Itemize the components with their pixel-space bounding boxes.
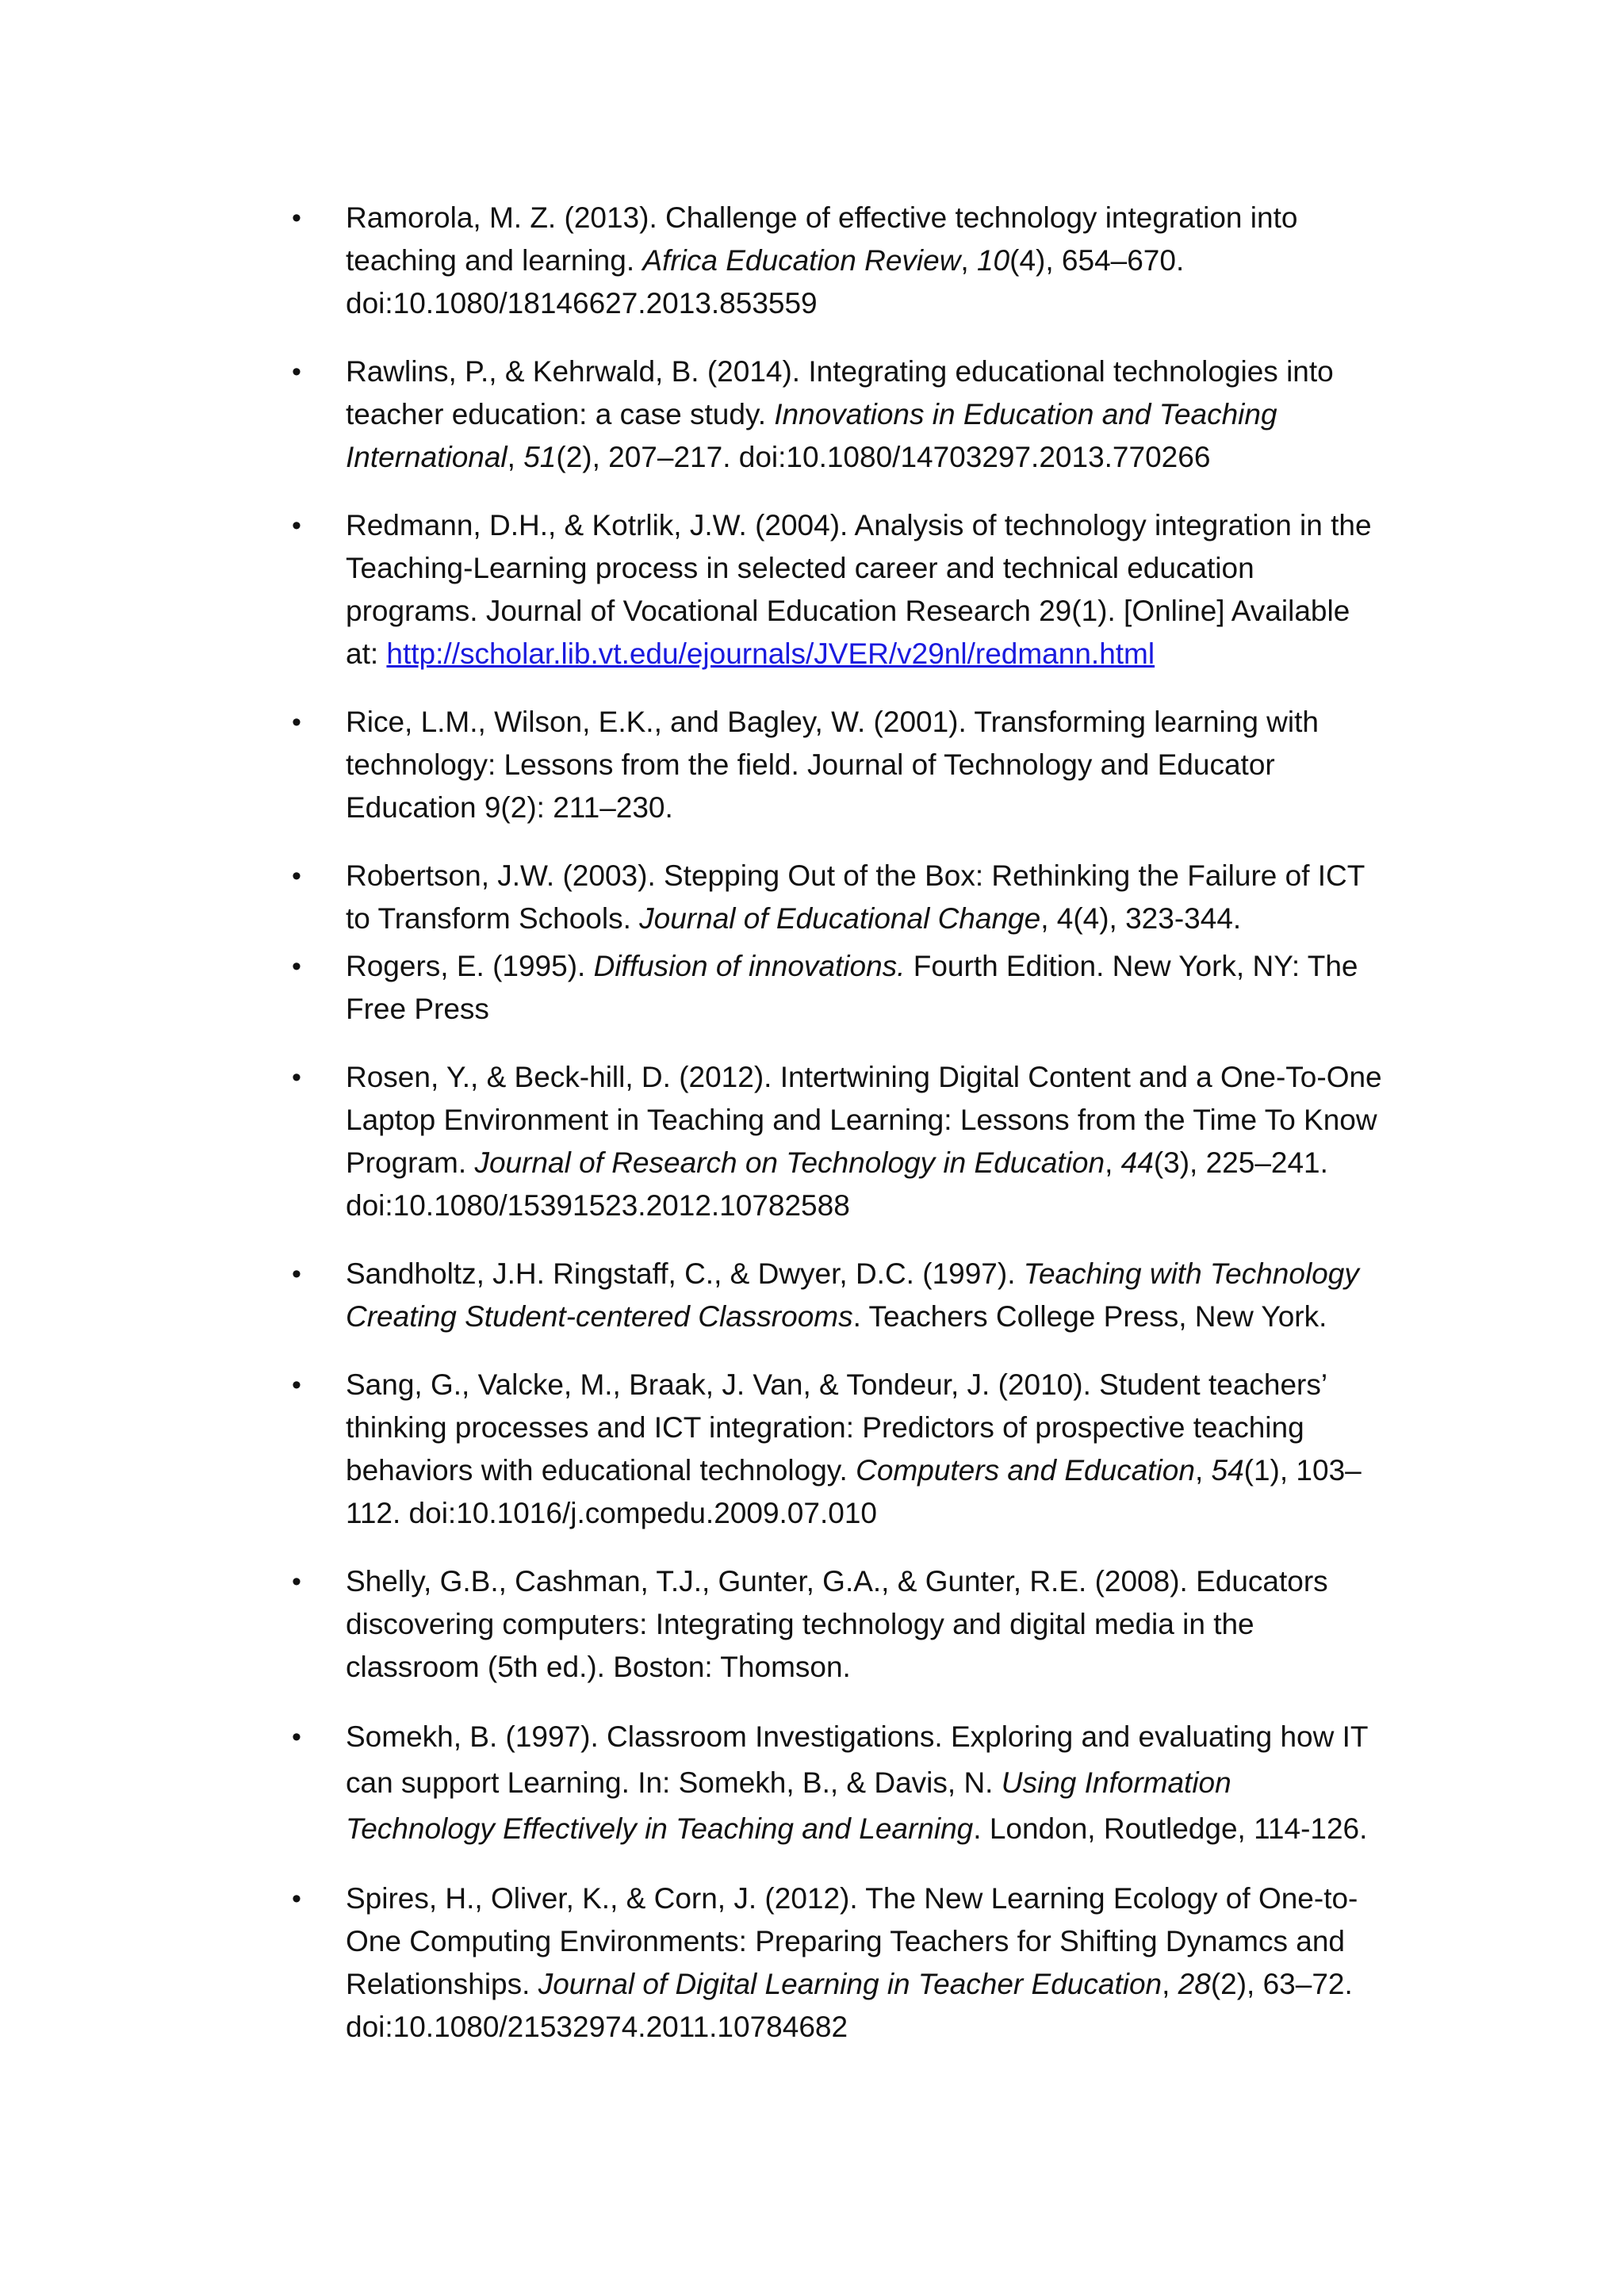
reference-text bbox=[346, 950, 1358, 1025]
reference-text bbox=[346, 706, 1319, 824]
reference-item bbox=[292, 1056, 1386, 1227]
bullet-icon: • bbox=[292, 951, 301, 982]
reference-text-segment: , bbox=[507, 441, 524, 473]
reference-text-segment: . Teachers College Press, New York. bbox=[852, 1300, 1327, 1333]
reference-text-segment: Rogers, E. (1995). bbox=[346, 950, 594, 982]
reference-text-segment: , bbox=[1105, 1146, 1121, 1179]
reference-text-segment: Fourth Edition. New York, NY: The Free Press bbox=[346, 950, 1358, 1025]
reference-italic-text: Teaching with Technology Creating Student-centered Classrooms bbox=[346, 1257, 1359, 1333]
reference-text-segment: , bbox=[1162, 1968, 1178, 2000]
bullet-icon: • bbox=[292, 203, 301, 233]
reference-item bbox=[292, 350, 1386, 479]
reference-item bbox=[292, 1714, 1386, 1852]
reference-text-segment: (3), 225–241. doi:10.1080/15391523.2012.10782588 bbox=[346, 1146, 1328, 1222]
reference-item bbox=[292, 945, 1386, 1031]
reference-text-segment: Rawlins, P., & Kehrwald, B. (2014). Integrating educational technologies into teacher education: a case study. bbox=[346, 355, 1334, 430]
bullet-icon: • bbox=[292, 1370, 301, 1400]
bullet-icon: • bbox=[292, 707, 301, 737]
reference-italic-text: Innovations in Education and Teaching International bbox=[346, 398, 1277, 473]
reference-text-segment: (2), 63–72. doi:10.1080/21532974.2011.10784682 bbox=[346, 1968, 1353, 2043]
reference-text bbox=[346, 1720, 1368, 1845]
reference-text-segment: . London, Routledge, 114-126. bbox=[973, 1812, 1368, 1845]
bullet-icon: • bbox=[292, 861, 301, 891]
reference-text bbox=[346, 355, 1334, 473]
reference-italic-text: Africa Education Review bbox=[642, 244, 961, 277]
reference-text-segment: Sang, G., Valcke, M., Braak, J. Van, & Tondeur, J. (2010). Student teachers’ thinking processes and ICT integration: Predictors of prospective teaching behaviors with educational technology. bbox=[346, 1368, 1327, 1487]
reference-italic-text: 44 bbox=[1120, 1146, 1154, 1179]
bullet-icon: • bbox=[292, 357, 301, 387]
reference-text-segment: Rice, L.M., Wilson, E.K., and Bagley, W. (2001). Transforming learning with technology: Lessons from the field. Journal of Technology and Educator Education 9(2): 211–230. bbox=[346, 706, 1319, 824]
bullet-icon: • bbox=[292, 1722, 301, 1752]
bullet-icon: • bbox=[292, 1567, 301, 1597]
reference-item bbox=[292, 197, 1386, 325]
reference-text-segment: (1), 103–112. doi:10.1016/j.compedu.2009.07.010 bbox=[346, 1454, 1362, 1529]
reference-italic-text: 54 bbox=[1211, 1454, 1244, 1487]
reference-item bbox=[292, 1560, 1386, 1689]
reference-italic-text: Using Information Technology Effectively in Teaching and Learning bbox=[346, 1766, 1231, 1845]
reference-text-segment: (4), 654–670. doi:10.1080/18146627.2013.853559 bbox=[346, 244, 1185, 320]
bullet-icon: • bbox=[292, 1259, 301, 1289]
reference-item bbox=[292, 504, 1386, 675]
reference-text-segment: Ramorola, M. Z. (2013). Challenge of effective technology integration into teaching and learning. bbox=[346, 201, 1298, 277]
reference-text-segment: , bbox=[1194, 1454, 1212, 1487]
reference-italic-text: Journal of Educational Change bbox=[639, 902, 1041, 935]
reference-text-segment: Rosen, Y., & Beck-hill, D. (2012). Intertwining Digital Content and a One-To-One Laptop Environment in Teaching and Learning: Lessons from the Time To Know Program. bbox=[346, 1061, 1382, 1179]
reference-text-segment: Sandholtz, J.H. Ringstaff, C., & Dwyer, D.C. (1997). bbox=[346, 1257, 1024, 1290]
reference-item bbox=[292, 1253, 1386, 1338]
reference-italic-text: Diffusion of innovations. bbox=[593, 950, 906, 982]
reference-link[interactable]: http://scholar.lib.vt.edu/ejournals/JVER/v29nl/redmann.html bbox=[386, 637, 1155, 670]
reference-text bbox=[346, 1565, 1328, 1683]
reference-text-segment: Robertson, J.W. (2003). Stepping Out of the Box: Rethinking the Failure of ICT to Transform Schools. bbox=[346, 859, 1365, 935]
reference-italic-text: 51 bbox=[523, 441, 557, 473]
reference-text bbox=[346, 1061, 1382, 1222]
reference-italic-text: 10 bbox=[976, 244, 1010, 277]
reference-text-segment: , 4(4), 323-344. bbox=[1040, 902, 1242, 935]
reference-italic-text: Computers and Education bbox=[856, 1454, 1195, 1487]
bullet-icon: • bbox=[292, 1062, 301, 1093]
reference-item bbox=[292, 701, 1386, 829]
reference-text-segment: Shelly, G.B., Cashman, T.J., Gunter, G.A., & Gunter, R.E. (2008). Educators discovering computers: Integrating technology and digital media in the classroom (5th ed.). Boston: Thomson. bbox=[346, 1565, 1328, 1683]
reference-list bbox=[292, 197, 1386, 2074]
reference-text-segment: Redmann, D.H., & Kotrlik, J.W. (2004). Analysis of technology integration in the Teaching-Learning process in selected career and technical education programs. Journal of Vocational Education Research 29(1). [Online] Available at: bbox=[346, 509, 1372, 670]
reference-text bbox=[346, 509, 1372, 670]
reference-text bbox=[346, 1257, 1359, 1333]
reference-italic-text: 28 bbox=[1178, 1968, 1211, 2000]
reference-text bbox=[346, 859, 1365, 935]
reference-italic-text: Journal of Digital Learning in Teacher Education bbox=[538, 1968, 1162, 2000]
reference-text bbox=[346, 1368, 1362, 1529]
reference-italic-text: Journal of Research on Technology in Education bbox=[474, 1146, 1105, 1179]
reference-text bbox=[346, 1882, 1358, 2043]
reference-text-segment: Spires, H., Oliver, K., & Corn, J. (2012). The New Learning Ecology of One-to-One Computing Environments: Preparing Teachers for Shifting Dynamcs and Relationships. bbox=[346, 1882, 1358, 2000]
reference-item bbox=[292, 1877, 1386, 2049]
reference-text-segment: Somekh, B. (1997). Classroom Investigations. Exploring and evaluating how IT can support Learning. In: Somekh, B., & Davis, N. bbox=[346, 1720, 1368, 1799]
reference-text-segment: , bbox=[960, 244, 977, 277]
bullet-icon: • bbox=[292, 1884, 301, 1914]
reference-text-segment: (2), 207–217. doi:10.1080/14703297.2013.770266 bbox=[556, 441, 1211, 473]
reference-item bbox=[292, 855, 1386, 940]
reference-text bbox=[346, 201, 1297, 320]
reference-item bbox=[292, 1364, 1386, 1535]
bullet-icon: • bbox=[292, 511, 301, 541]
